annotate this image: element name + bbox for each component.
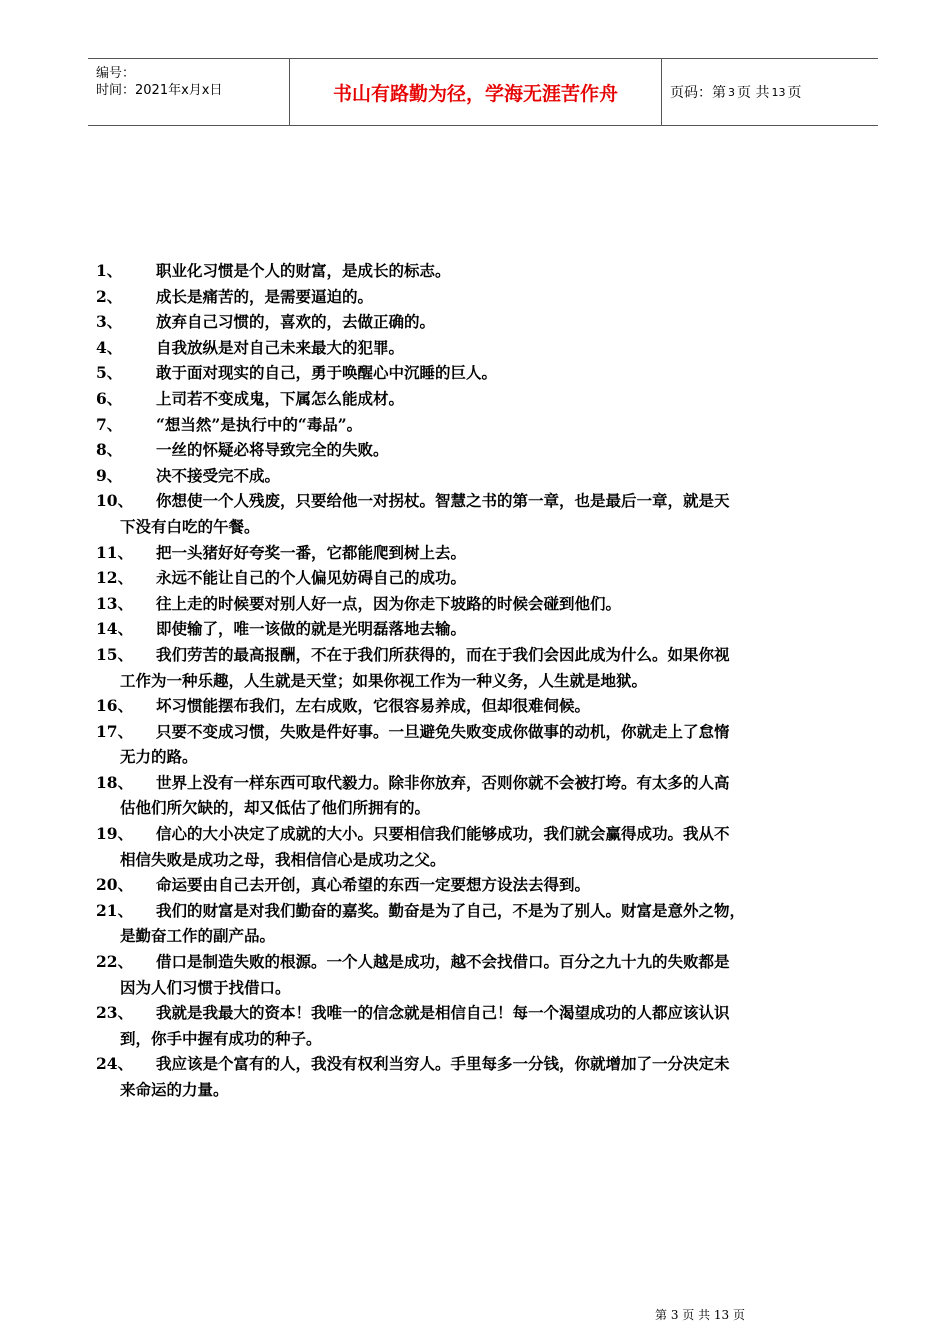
item-text (156, 386, 886, 412)
item-text-line: 决不接受完不成。 (156, 465, 281, 485)
item-text (156, 693, 886, 719)
list-item (96, 693, 886, 719)
item-text (120, 1000, 886, 1051)
item-number: 14、 (96, 619, 134, 639)
item-text (120, 949, 886, 1000)
item-number: 10、 (96, 491, 134, 511)
item-text-line: 借口是制造失败的根源。一个人越是成功，越不会找借口。百分之九十九的失败都是 (156, 952, 730, 972)
item-text-line: 自我放纵是对自己未来最大的犯罪。 (156, 337, 405, 357)
item-text-line: 敢于面对现实的自己，勇于唤醒心中沉睡的巨人。 (156, 363, 498, 383)
item-text-line: 永远不能让自己的个人偏见妨碍自己的成功。 (156, 568, 467, 588)
item-text-continuation: 无力的路。 (120, 747, 198, 767)
item-number: 17、 (96, 721, 134, 741)
item-text (156, 437, 886, 463)
item-text-line: 成长是痛苦的，是需要逼迫的。 (156, 286, 374, 306)
item-text-line: 世界上没有一样东西可取代毅力。除非你放弃，否则你就不会被打垮。有太多的人高 (156, 772, 730, 792)
list-item (96, 719, 886, 770)
item-number: 1、 (96, 261, 123, 280)
item-text-continuation: 来命运的力量。 (120, 1080, 229, 1099)
page-header (88, 58, 878, 126)
header-page-info (662, 59, 878, 125)
list-item (96, 565, 886, 591)
item-number: 13、 (96, 593, 134, 613)
item-text-line: 即使输了，唯一该做的就是光明磊落地去输。 (156, 619, 467, 639)
item-text (156, 284, 886, 310)
list-item (96, 1051, 886, 1102)
list-item (96, 540, 886, 566)
item-number: 11、 (96, 542, 134, 562)
item-text-continuation: 因为人们习惯于找借口。 (120, 977, 291, 997)
item-text-line: 把一头猪好好夸奖一番，它都能爬到树上去。 (156, 542, 467, 562)
header-meta (88, 59, 290, 125)
item-text-line: 你想使一个人残废，只要给他一对拐杖。智慧之书的第一章，也是最后一章，就是天 (156, 491, 730, 511)
item-text-line: 命运要由自己去开创，真心希望的东西一定要想方设法去得到。 (156, 875, 591, 895)
list-item (96, 335, 886, 361)
item-text-line: 只要不变成习惯，失败是件好事。一旦避免失败变成你做事的动机，你就走上了怠惰 (156, 721, 730, 741)
page-suffix: 页 (787, 85, 802, 101)
item-number: 20、 (96, 875, 134, 895)
item-text (156, 309, 886, 335)
item-number: 15、 (96, 644, 134, 664)
item-number: 8、 (96, 440, 123, 460)
item-text-line: 上司若不变成鬼，下属怎么能成材。 (156, 388, 405, 408)
item-text (156, 565, 886, 591)
item-number: 22、 (96, 952, 134, 972)
list-item (96, 284, 886, 310)
item-text-continuation: 下没有白吃的午餐。 (120, 516, 260, 536)
item-number: 18、 (96, 772, 134, 792)
item-number: 3、 (96, 312, 123, 332)
list-item (96, 437, 886, 463)
list-item (96, 463, 886, 489)
item-text (156, 616, 886, 642)
page-mid: 页 共 (737, 85, 770, 101)
item-number: 21、 (96, 900, 134, 920)
item-text-line: 我们劳苦的最高报酬，不在于我们所获得的，而在于我们会因此成为什么。如果你视 (156, 644, 730, 664)
item-text (120, 898, 886, 949)
item-text (120, 719, 886, 770)
time-label: 时间：2021年x月x日 (96, 83, 223, 98)
item-text (120, 770, 886, 821)
item-number: 19、 (96, 824, 134, 844)
list-item (96, 412, 886, 438)
list-item (96, 821, 886, 872)
item-number: 9、 (96, 465, 123, 485)
item-number: 16、 (96, 696, 134, 716)
item-text-line: 往上走的时候要对别人好一点，因为你走下坡路的时候会碰到他们。 (156, 593, 622, 613)
list-item (96, 360, 886, 386)
item-number: 4、 (96, 337, 123, 357)
item-text (120, 1051, 886, 1102)
item-number: 7、 (96, 414, 123, 434)
page-prefix: 页码：第 (670, 85, 726, 101)
item-text-continuation: 到，你手中握有成功的种子。 (120, 1028, 322, 1048)
item-text-line: 坏习惯能摆布我们，左右成败，它很容易养成，但却很难伺候。 (156, 696, 591, 716)
list-item (96, 616, 886, 642)
item-number: 2、 (96, 286, 123, 306)
item-text-line: 信心的大小决定了成就的大小。只要相信我们能够成功，我们就会赢得成功。我从不 (156, 824, 730, 844)
item-text-line: 职业化习惯是个人的财富，是成长的标志。 (156, 261, 451, 280)
list-item (96, 949, 886, 1000)
item-text-continuation: 工作为一种乐趣，人生就是天堂；如果你视工作为一种义务，人生就是地狱。 (120, 670, 648, 690)
list-item (96, 642, 886, 693)
list-item (96, 872, 886, 898)
list-item (96, 591, 886, 617)
page-total: 13 (771, 85, 786, 99)
list-item (96, 488, 886, 539)
item-text-continuation: 估他们所欠缺的，却又低估了他们所拥有的。 (120, 798, 431, 818)
list-item (96, 309, 886, 335)
item-text (156, 360, 886, 386)
page-current: 3 (728, 85, 735, 99)
item-text-line: 我就是我最大的资本！我唯一的信念就是相信自己！每一个渴望成功的人都应该认识 (156, 1003, 730, 1023)
item-text-line: 放弃自己习惯的，喜欢的，去做正确的。 (156, 312, 436, 332)
item-text (156, 540, 886, 566)
list-item (96, 898, 886, 949)
item-text (120, 642, 886, 693)
list-item (96, 386, 886, 412)
item-text (156, 463, 886, 489)
item-text-continuation: 是勤奋工作的副产品。 (120, 926, 276, 946)
item-text (156, 258, 886, 284)
item-text (120, 821, 886, 872)
serial-label: 编号： (96, 66, 136, 81)
item-text (120, 488, 886, 539)
item-text-line: “想当然”是执行中的“毒品”。 (156, 414, 363, 434)
item-text-line: 一丝的怀疑必将导致完全的失败。 (156, 440, 389, 460)
item-text (156, 412, 886, 438)
item-number: 5、 (96, 363, 123, 383)
item-number: 23、 (96, 1003, 134, 1023)
item-text (156, 591, 886, 617)
header-motto: 书山有路勤为径，学海无涯苦作舟 (290, 59, 662, 125)
item-number: 24、 (96, 1054, 134, 1074)
list-item (96, 770, 886, 821)
page-footer: 第 3 页 共 13 页 (655, 1308, 745, 1322)
item-text-continuation: 相信失败是成功之母，我相信信心是成功之父。 (120, 849, 446, 869)
item-number: 12、 (96, 568, 134, 588)
quote-list (96, 258, 886, 1103)
item-text (156, 872, 886, 898)
item-text (156, 335, 886, 361)
list-item (96, 1000, 886, 1051)
item-text-line: 我们的财富是对我们勤奋的嘉奖。勤奋是为了自己，不是为了别人。财富是意外之物， (156, 900, 746, 920)
list-item (96, 258, 886, 284)
item-number: 6、 (96, 388, 123, 408)
item-text-line: 我应该是个富有的人，我没有权利当穷人。手里每多一分钱，你就增加了一分决定未 (156, 1054, 730, 1074)
